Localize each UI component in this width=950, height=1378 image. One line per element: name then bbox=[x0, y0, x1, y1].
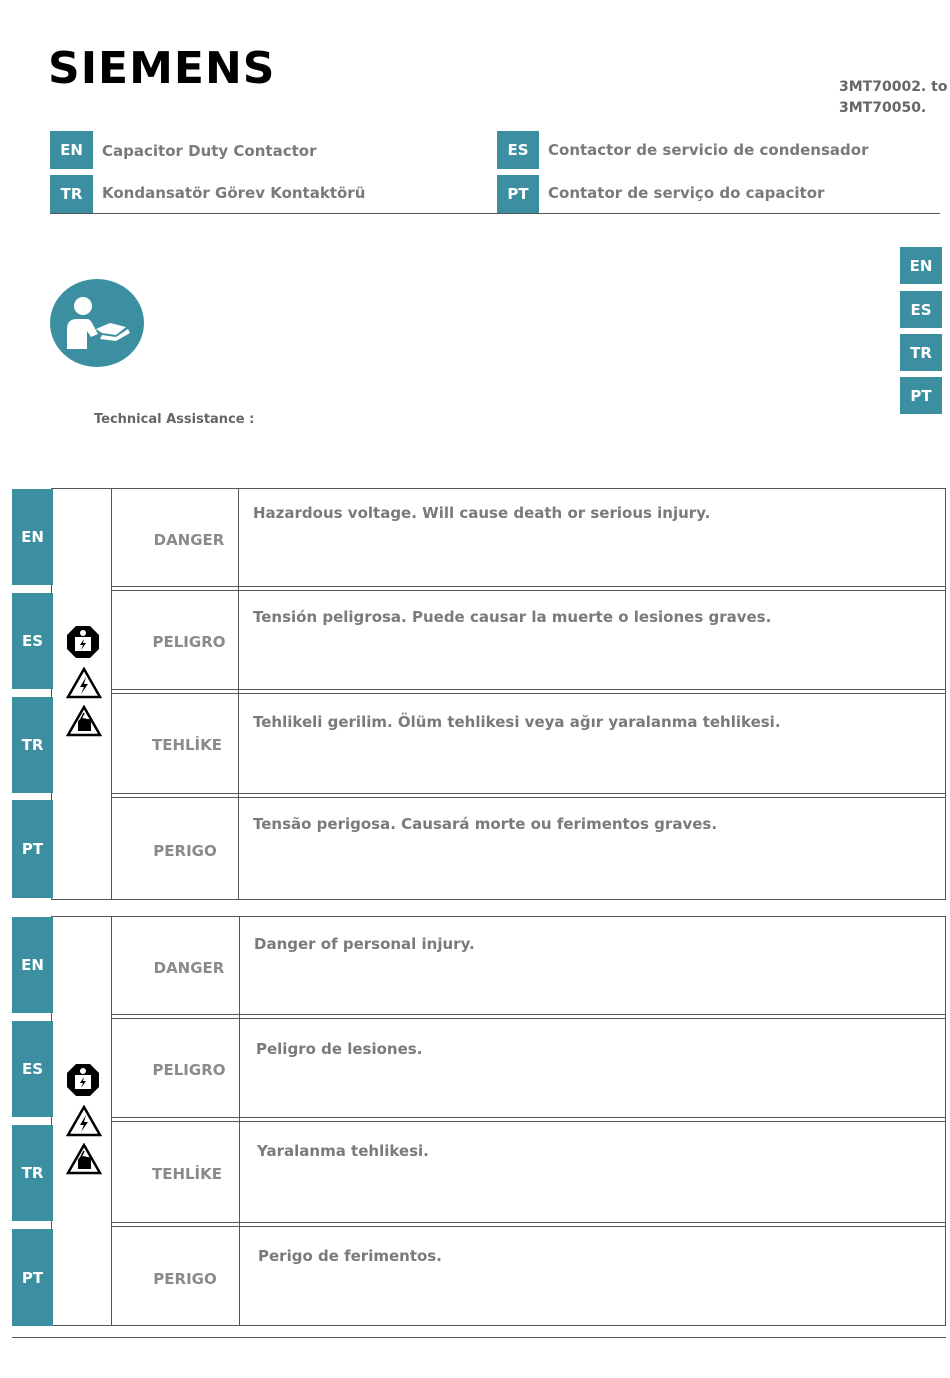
lang-band-es: ES bbox=[12, 593, 53, 689]
signal-word: PELIGRO bbox=[152, 633, 226, 651]
signal-word: DANGER bbox=[153, 531, 225, 549]
title-pt: Contator de serviço do capacitor bbox=[548, 184, 825, 202]
model-range-line2: 3MT70050. bbox=[839, 100, 927, 116]
signal-word: PERIGO bbox=[153, 1270, 217, 1288]
header-rule bbox=[50, 213, 940, 214]
qualified-person-icon bbox=[66, 625, 100, 663]
warning-message: Tensión peligrosa. Puede causar la muerte o lesiones graves. bbox=[253, 608, 772, 626]
title-en: Capacitor Duty Contactor bbox=[102, 142, 317, 160]
hand-injury-icon bbox=[66, 1143, 102, 1179]
qualified-person-icon bbox=[66, 1063, 100, 1101]
lang-band-en: EN bbox=[12, 917, 53, 1013]
footer-rule bbox=[12, 1337, 946, 1338]
lang-band-tr: TR bbox=[12, 697, 53, 793]
signal-word: DANGER bbox=[153, 959, 225, 977]
table-1-row-sep bbox=[111, 689, 946, 694]
hand-injury-icon bbox=[66, 705, 102, 741]
title-code-pt: PT bbox=[497, 175, 539, 213]
lang-band-pt: PT bbox=[12, 1229, 53, 1326]
model-range-line1: 3MT70002. to bbox=[839, 79, 948, 95]
table-1-row-sep bbox=[111, 586, 946, 591]
warning-message: Peligro de lesiones. bbox=[256, 1040, 423, 1058]
table-2-row-sep bbox=[111, 1222, 946, 1227]
electric-hazard-icon bbox=[66, 667, 102, 703]
side-tab-en[interactable]: EN bbox=[900, 247, 942, 284]
signal-word: TEHLİKE bbox=[151, 736, 223, 754]
signal-word: TEHLİKE bbox=[151, 1165, 223, 1183]
warning-message: Perigo de ferimentos. bbox=[258, 1247, 442, 1265]
lang-band-pt: PT bbox=[12, 800, 53, 898]
technical-assistance-label: Technical Assistance : bbox=[94, 412, 255, 427]
warning-message: Hazardous voltage. Will cause death or serious injury. bbox=[253, 504, 711, 522]
title-tr: Kondansatör Görev Kontaktörü bbox=[102, 184, 366, 202]
title-code-en: EN bbox=[50, 131, 93, 169]
table-1-row-sep bbox=[111, 793, 946, 798]
warning-table-1 bbox=[51, 488, 946, 900]
signal-word: PERIGO bbox=[153, 842, 217, 860]
lang-band-en: EN bbox=[12, 489, 53, 585]
warning-message: Tensão perigosa. Causará morte ou ferimentos graves. bbox=[253, 815, 718, 833]
table-2-row-sep bbox=[111, 1117, 946, 1122]
lang-band-es: ES bbox=[12, 1021, 53, 1117]
electric-hazard-icon bbox=[66, 1105, 102, 1141]
title-es: Contactor de servicio de condensador bbox=[548, 141, 869, 159]
siemens-logo: SIEMENS bbox=[48, 43, 276, 94]
side-tab-tr[interactable]: TR bbox=[900, 334, 942, 371]
warning-message: Yaralanma tehlikesi. bbox=[257, 1142, 429, 1160]
title-code-es: ES bbox=[497, 131, 539, 169]
table-2-row-sep bbox=[111, 1014, 946, 1019]
read-manual-icon bbox=[50, 279, 144, 367]
side-tab-es[interactable]: ES bbox=[900, 291, 942, 328]
table-1-divider-a bbox=[111, 488, 112, 900]
lang-band-tr: TR bbox=[12, 1125, 53, 1221]
side-tab-pt[interactable]: PT bbox=[900, 377, 942, 414]
warning-message: Tehlikeli gerilim. Ölüm tehlikesi veya ağır yaralanma tehlikesi. bbox=[253, 713, 781, 731]
title-code-tr: TR bbox=[50, 175, 93, 213]
signal-word: PELIGRO bbox=[152, 1061, 226, 1079]
warning-message: Danger of personal injury. bbox=[254, 935, 475, 953]
table-1-divider-b bbox=[238, 488, 239, 900]
